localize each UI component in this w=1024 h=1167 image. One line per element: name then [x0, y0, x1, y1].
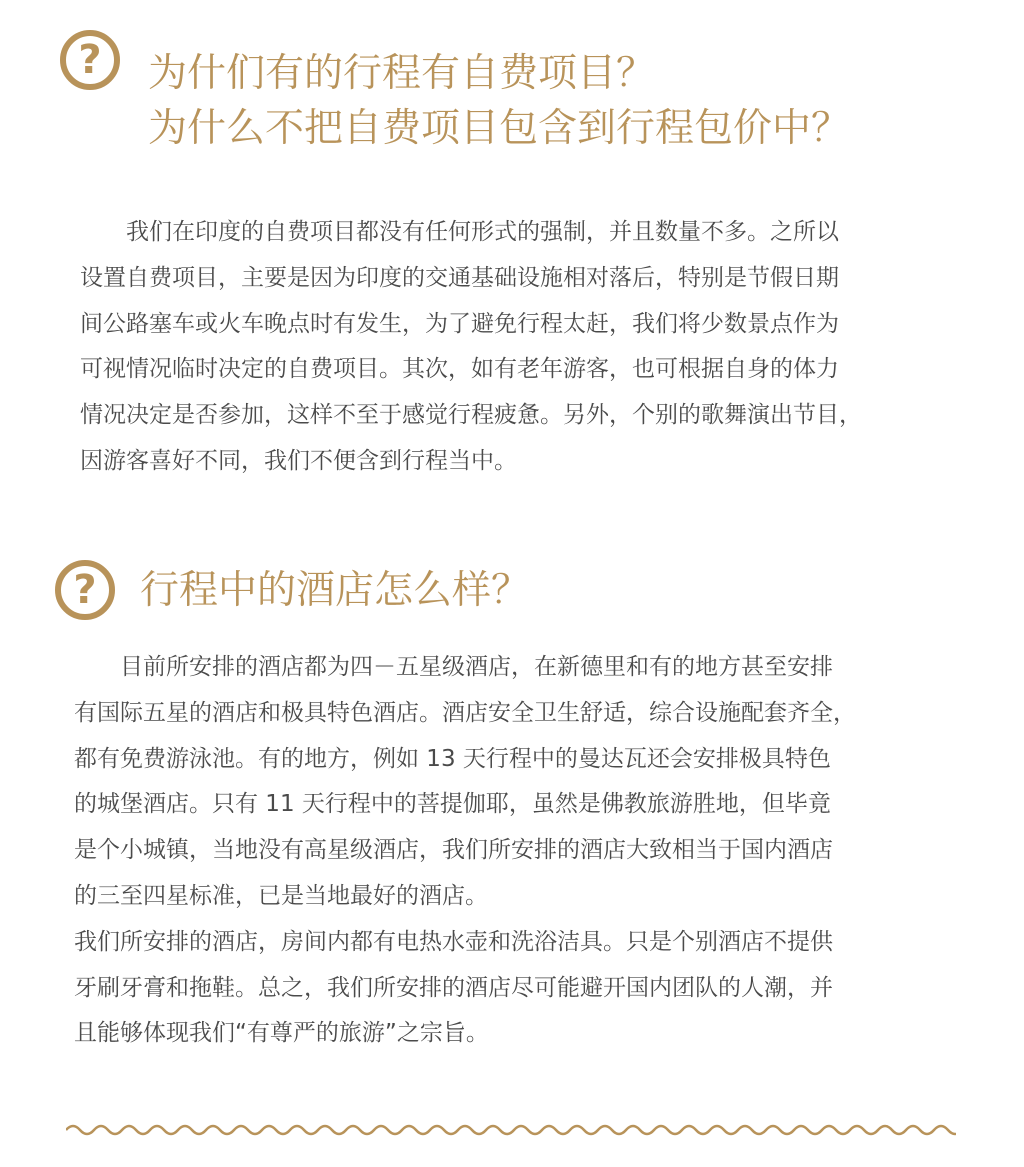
answer-line: 间公路塞车或火车晚点时有发生，为了避免行程太赶，我们将少数景点作为 [80, 310, 839, 337]
answer-line: 的三至四星标准，已是当地最好的酒店。 [74, 882, 488, 909]
answer-line: 目前所安排的酒店都为四－五星级酒店，在新德里和有的地方甚至安排 [74, 654, 833, 680]
wave-divider [66, 1120, 956, 1140]
answer-line: 因游客喜好不同，我们不便含到行程当中。 [80, 447, 517, 474]
answer-line: 我们所安排的酒店，房间内都有电热水壶和洗浴洁具。只是个别酒店不提供 [74, 928, 833, 955]
faq-title [140, 563, 530, 618]
answer-line: 都有免费游泳池。有的地方，例如 13 天行程中的曼达瓦还会安排极具特色 [74, 745, 831, 772]
answer-line: 可视情况临时决定的自费项目。其次，如有老年游客，也可根据自身的体力 [80, 356, 839, 383]
faq-answer [74, 645, 974, 1057]
answer-line: 且能够体现我们“有尊严的旅游”之宗旨。 [74, 1020, 489, 1047]
faq-title [148, 46, 850, 156]
answer-line: 情况决定是否参加，这样不至于感觉行程疲惫。另外，个别的歌舞演出节目， [80, 402, 862, 429]
answer-line: 牙刷牙膏和拖鞋。总之，我们所安排的酒店尽可能避开国内团队的人潮，并 [74, 974, 833, 1001]
answer-line: 的城堡酒店。只有 11 天行程中的菩提伽耶，虽然是佛教旅游胜地，但毕竟 [74, 791, 831, 818]
answer-line: 是个小城镇，当地没有高星级酒店，我们所安排的酒店大致相当于国内酒店 [74, 837, 833, 864]
faq-title-line: 行程中的酒店怎么样？ [140, 568, 531, 613]
faq-title-line: 为什们有的行程有自费项目？ [148, 51, 656, 96]
faq-title-line: 为什么不把自费项目包含到行程包价中？ [148, 106, 851, 151]
faq-answer [80, 210, 980, 485]
answer-line: 有国际五星的酒店和极具特色酒店。酒店安全卫生舒适，综合设施配套齐全， [74, 699, 856, 726]
question-circle-icon: ? [60, 30, 120, 90]
question-circle-icon: ? [55, 560, 115, 620]
answer-line: 我们在印度的自费项目都没有任何形式的强制，并且数量不多。之所以 [80, 219, 839, 245]
answer-line: 设置自费项目，主要是因为印度的交通基础设施相对落后，特别是节假日期 [80, 264, 839, 291]
